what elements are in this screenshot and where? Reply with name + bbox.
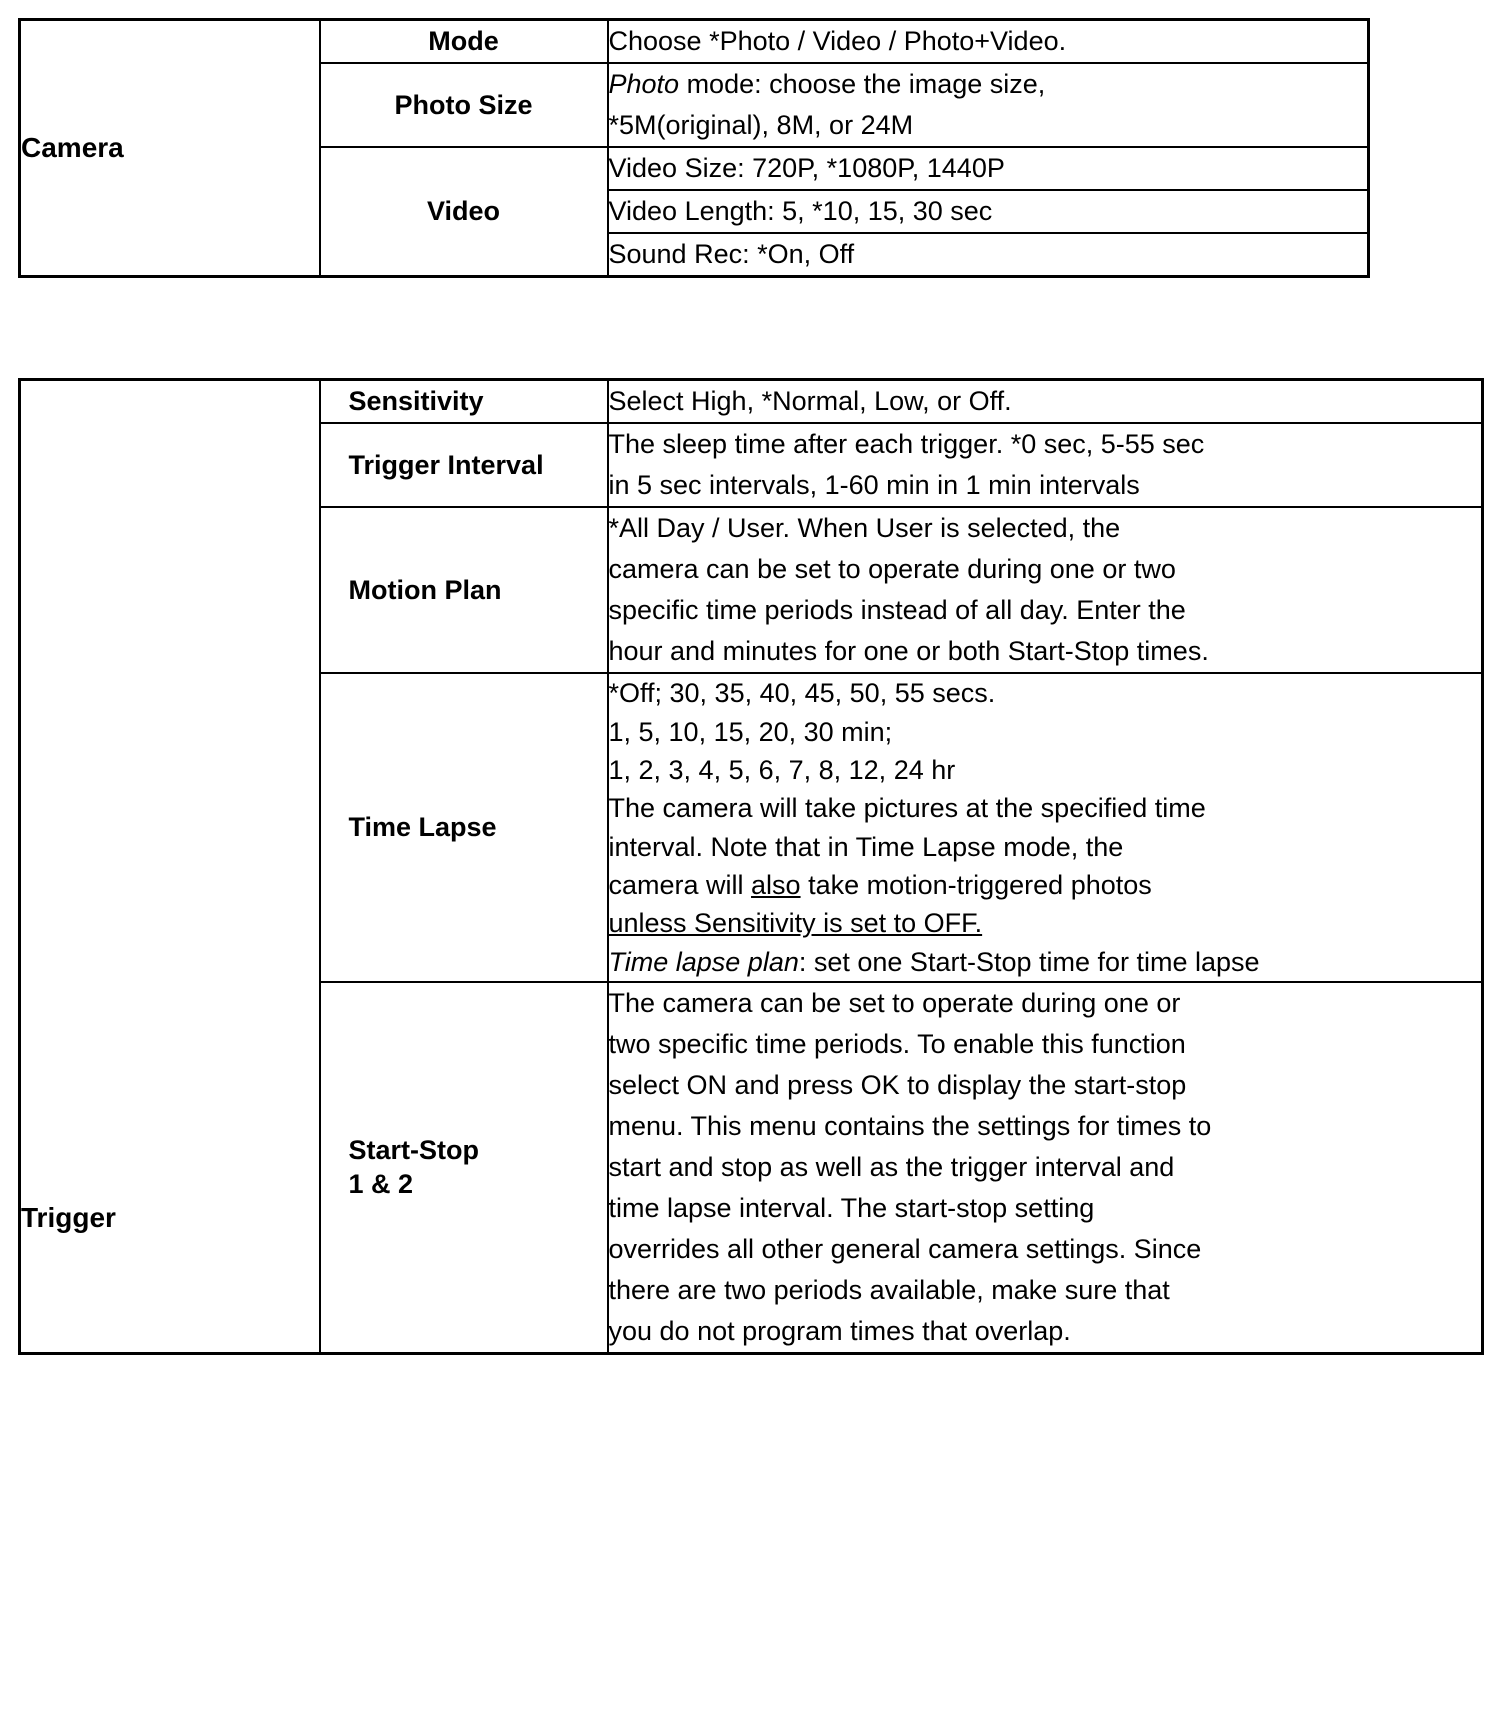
setting-label-photo-size: Photo Size	[320, 63, 608, 147]
desc-line: *All Day / User. When User is selected, the	[608, 513, 1121, 544]
description-sound-rec: Sound Rec: *On, Off	[608, 233, 1369, 277]
setting-label-line1: Start-Stop	[348, 1134, 479, 1165]
setting-label-motion-plan: Motion Plan	[320, 507, 608, 673]
desc-text: : set one Start-Stop time for time lapse	[798, 946, 1260, 977]
desc-line: select ON and press OK to display the start-stop	[608, 1069, 1187, 1100]
description-motion-plan	[608, 507, 1483, 673]
setting-label-trigger-interval: Trigger Interval	[320, 423, 608, 507]
desc-line: *5M(original), 8M, or 24M	[608, 110, 914, 141]
desc-line	[609, 904, 1482, 942]
description-start-stop	[608, 982, 1483, 1354]
desc-text-post: take motion-triggered photos	[800, 869, 1152, 900]
setting-label-sensitivity: Sensitivity	[320, 380, 608, 424]
desc-line: in 5 sec intervals, 1-60 min in 1 min intervals	[608, 470, 1140, 501]
setting-label-video: Video	[320, 147, 608, 277]
desc-line: hour and minutes for one or both Start-Stop times.	[608, 636, 1209, 667]
emphasis-sensitivity-off: unless Sensitivity is set to OFF.	[608, 908, 983, 939]
description-photo-size	[608, 63, 1369, 147]
desc-line	[609, 64, 1368, 105]
table-row	[20, 20, 1369, 64]
desc-line: start and stop as well as the trigger interval and	[608, 1151, 1175, 1182]
setting-label-mode: Mode	[320, 20, 608, 64]
group-label-camera: Camera	[20, 20, 320, 277]
desc-line: The camera will take pictures at the specified time	[608, 793, 1206, 824]
italic-term-photo: Photo	[608, 69, 680, 100]
desc-line: *Off; 30, 35, 40, 45, 50, 55 secs.	[608, 678, 996, 709]
description-sensitivity: Select High, *Normal, Low, or Off.	[608, 380, 1483, 424]
desc-line: The sleep time after each trigger. *0 sec, 5-55 sec	[608, 429, 1205, 460]
description-mode: Choose *Photo / Video / Photo+Video.	[608, 20, 1369, 64]
emphasis-also: also	[751, 869, 801, 900]
desc-line: time lapse interval. The start-stop setting	[608, 1193, 1095, 1223]
desc-line: interval. Note that in Time Lapse mode, the	[608, 831, 1124, 862]
description-video-size: Video Size: 720P, *1080P, 1440P	[608, 147, 1369, 190]
desc-line: there are two periods available, make sure that	[608, 1275, 1170, 1306]
desc-line: 1, 5, 10, 15, 20, 30 min;	[608, 716, 893, 747]
desc-line: 1, 2, 3, 4, 5, 6, 7, 8, 12, 24 hr	[608, 754, 956, 785]
setting-label-line2: 1 & 2	[348, 1169, 414, 1200]
table-row	[20, 380, 1483, 424]
desc-line: overrides all other general camera settings. Since	[608, 1234, 1202, 1265]
desc-line	[609, 866, 1482, 904]
desc-text: mode: choose the image size,	[679, 69, 1046, 100]
desc-line: camera can be set to operate during one or two	[608, 554, 1176, 585]
description-video-length: Video Length: 5, *10, 15, 30 sec	[608, 190, 1369, 233]
trigger-settings-table	[18, 378, 1484, 1355]
desc-text-pre: camera will	[608, 869, 752, 900]
desc-line: menu. This menu contains the settings for times to	[608, 1110, 1212, 1141]
description-time-lapse	[608, 673, 1483, 982]
italic-term-time-lapse-plan: Time lapse plan	[608, 946, 799, 977]
description-trigger-interval	[608, 423, 1483, 507]
setting-label-time-lapse: Time Lapse	[320, 673, 608, 982]
desc-line: two specific time periods. To enable this function	[608, 1028, 1186, 1059]
desc-line	[609, 943, 1482, 981]
group-label-trigger: Trigger	[20, 380, 320, 1354]
camera-settings-table	[18, 18, 1370, 278]
desc-line: specific time periods instead of all day. Enter the	[608, 595, 1186, 626]
desc-line: The camera can be set to operate during one or	[608, 987, 1181, 1018]
desc-line: you do not program times that overlap.	[608, 1316, 1071, 1347]
setting-label-start-stop	[320, 982, 608, 1354]
